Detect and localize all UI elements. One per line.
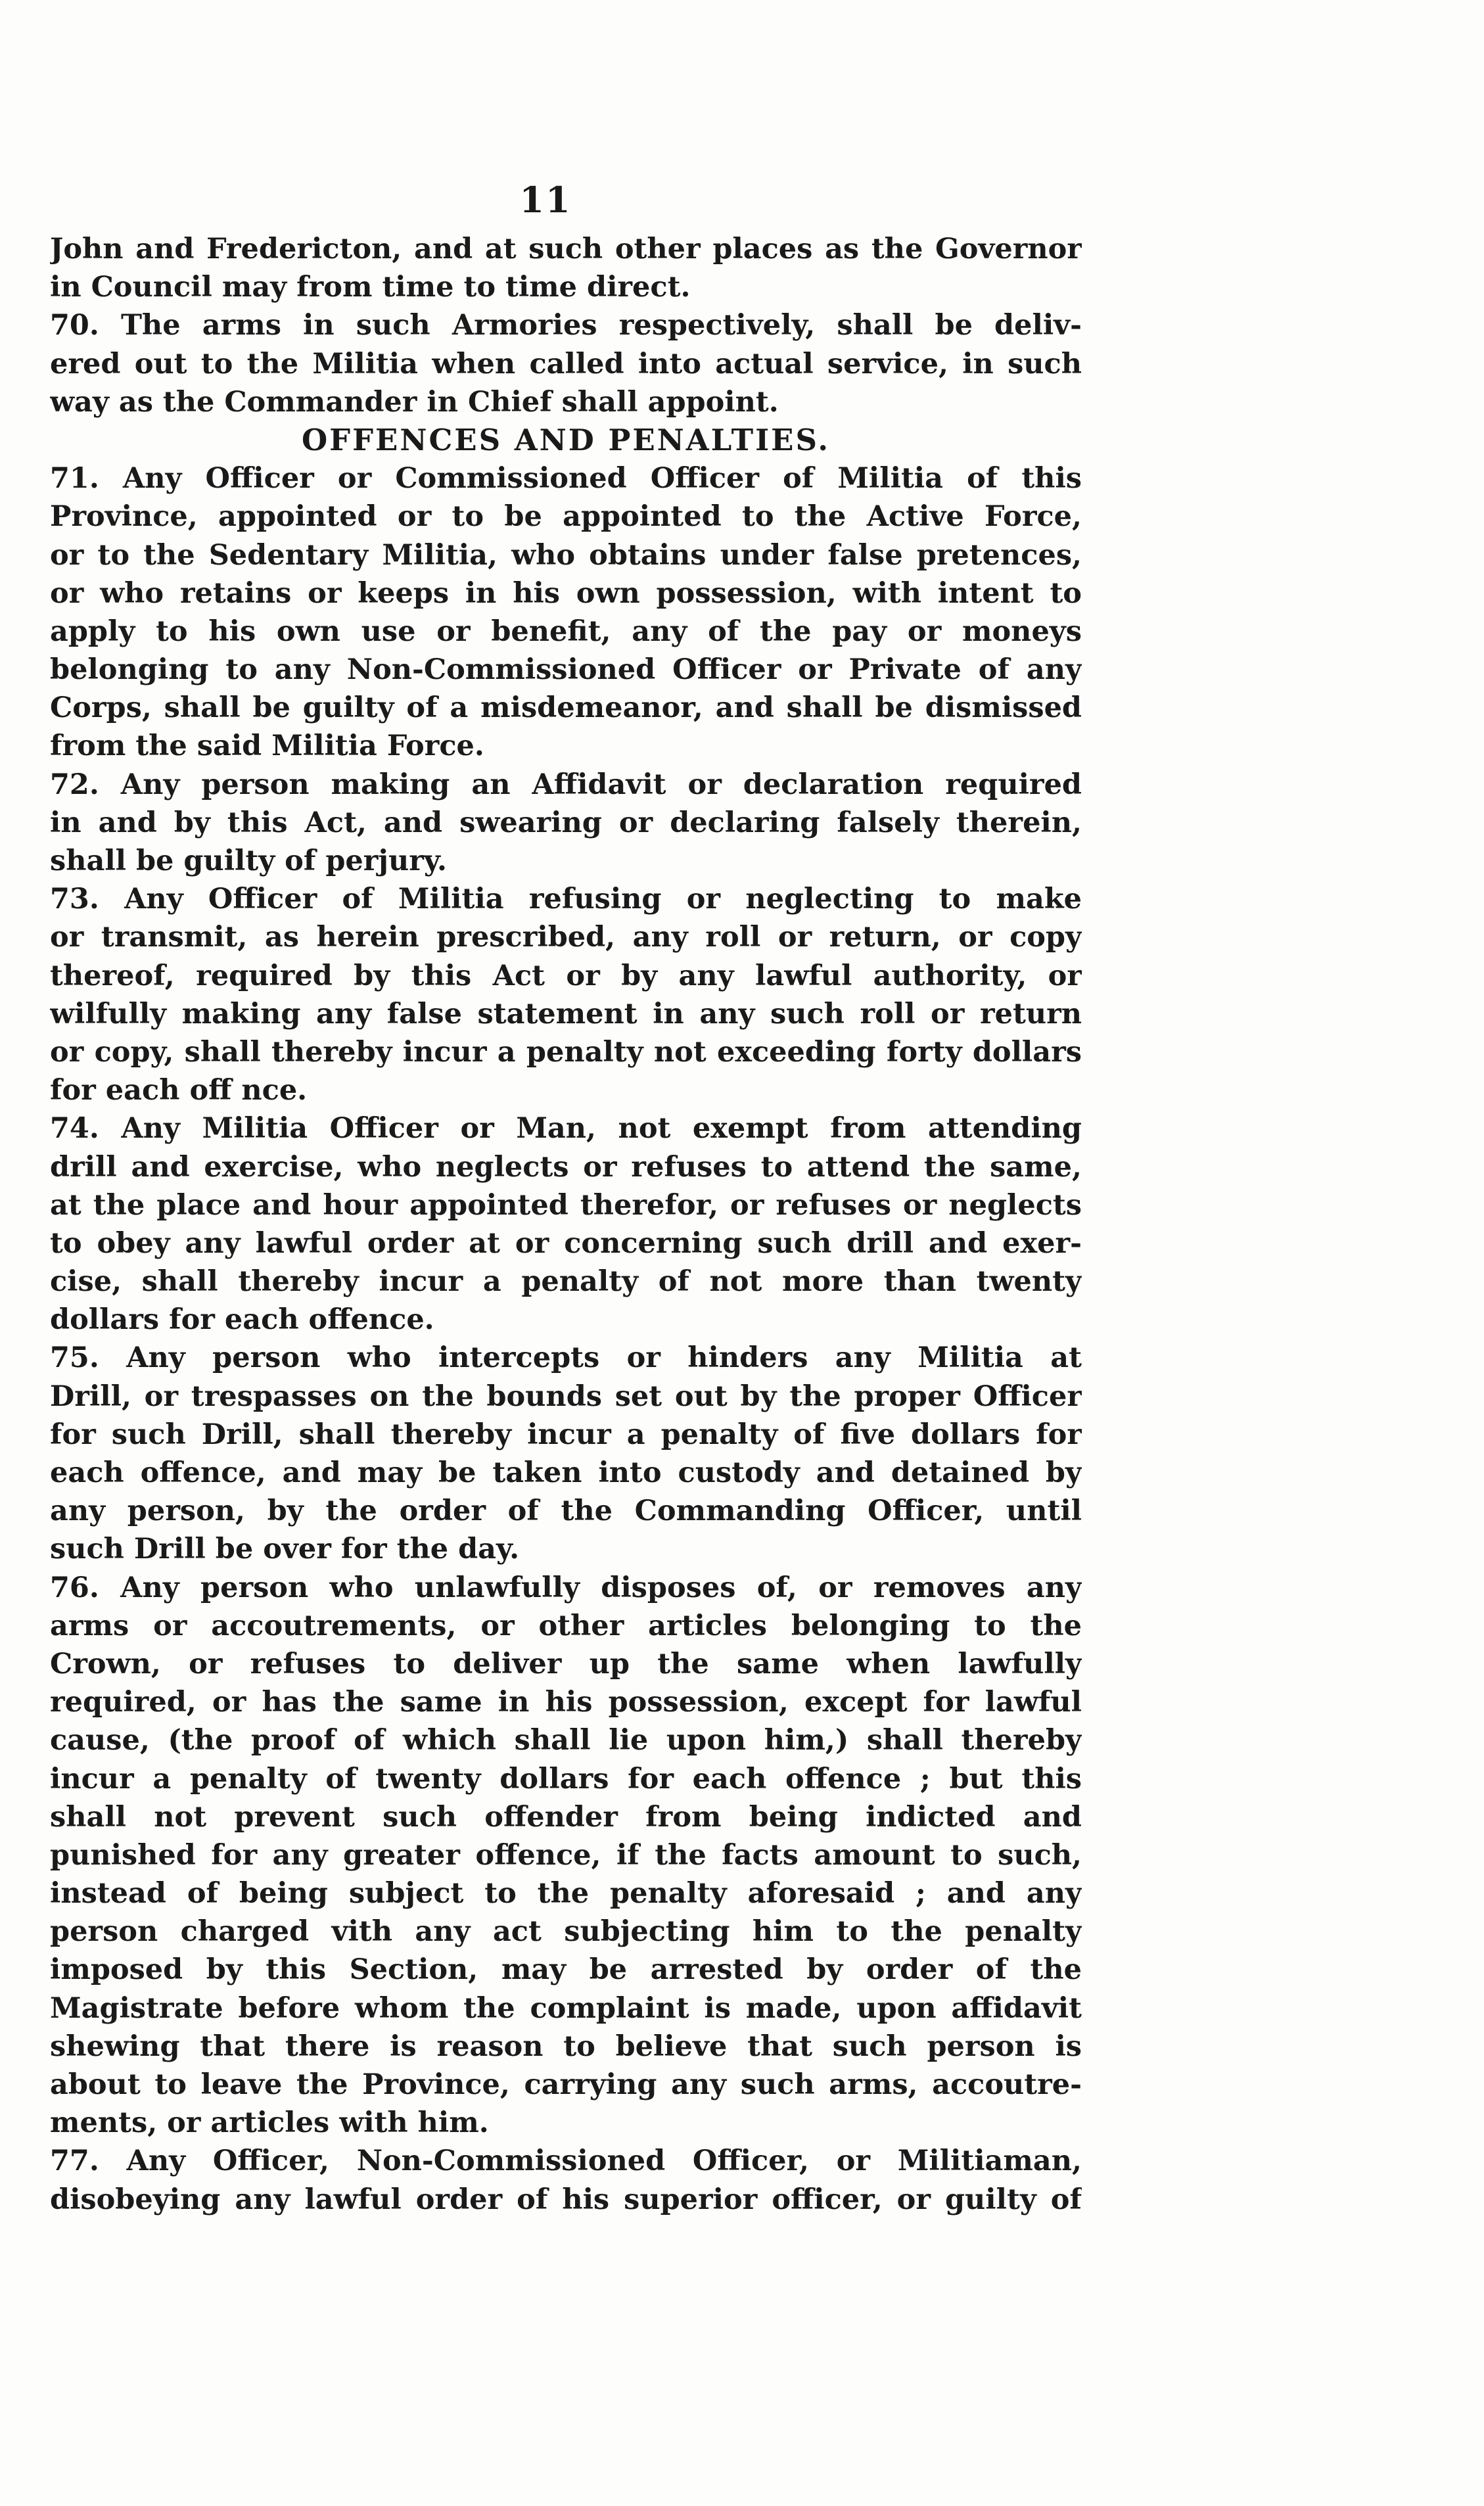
text-line: ered out to the Militia when called into actual service, in such: [50, 347, 1082, 381]
text-line: 75. Any person who intercepts or hinders any Militia at: [50, 1341, 1082, 1375]
text-line: required, or has the same in his possession, except for lawful: [50, 1686, 1082, 1719]
text-line: way as the Commander in Chief shall appoint.: [50, 385, 779, 419]
text-line: cause, (the proof of which shall lie upon him,) shall thereby: [50, 1724, 1082, 1757]
text-line: arms or accoutrements, or other articles belonging to the: [50, 1609, 1082, 1642]
text-line: person charged vith any act subjecting him to the penalty: [50, 1915, 1082, 1949]
text-line: cise, shall thereby incur a penalty of not more than twenty: [50, 1265, 1082, 1299]
text-line: apply to his own use or benefit, any of the pay or moneys: [50, 615, 1082, 648]
text-line: Crown, or refuses to deliver up the same when lawfully: [50, 1647, 1082, 1681]
text-line: 71. Any Officer or Commissioned Officer of Militia of this: [50, 462, 1082, 496]
section-heading: OFFENCES AND PENALTIES.: [301, 422, 831, 457]
text-line: Province, appointed or to be appointed to the Active Force,: [50, 500, 1082, 534]
text-line: instead of being subject to the penalty aforesaid ; and any: [50, 1877, 1082, 1911]
text-line: or copy, shall thereby incur a penalty not exceeding forty dollars: [50, 1035, 1082, 1069]
text-line: drill and exercise, who neglects or refuses to attend the same,: [50, 1150, 1082, 1184]
text-line: 74. Any Militia Officer or Man, not exempt from attending: [50, 1112, 1082, 1146]
text-line: for such Drill, shall thereby incur a penalty of five dollars for: [50, 1418, 1082, 1451]
text-line: 76. Any person who unlawfully disposes of, or removes any: [50, 1571, 1082, 1604]
text-line: about to leave the Province, carrying any such arms, accoutre-: [50, 2068, 1082, 2101]
text-line: Corps, shall be guilty of a misdemeanor, and shall be dismissed: [50, 691, 1082, 725]
text-line: belonging to any Non-Commissioned Officer or Private of any: [50, 653, 1082, 687]
text-line: wilfully making any false statement in any such roll or return: [50, 997, 1082, 1031]
text-line: imposed by this Section, may be arrested by order of the: [50, 1953, 1082, 1987]
text-line: shall be guilty of perjury.: [50, 845, 447, 877]
text-line: or who retains or keeps in his own possession, with intent to: [50, 576, 1082, 610]
text-line: 70. The arms in such Armories respectively, shall be deliv-: [50, 309, 1082, 342]
text-line: to obey any lawful order at or concerning such drill and exer-: [50, 1226, 1082, 1260]
text-line: such Drill be over for the day.: [50, 1533, 520, 1566]
text-line: in and by this Act, and swearing or declaring falsely therein,: [50, 806, 1082, 839]
text-line: from the said Militia Force.: [50, 730, 484, 763]
text-line: ments, or articles with him.: [50, 2106, 489, 2140]
page-number: 11: [519, 179, 572, 221]
text-line: 77. Any Officer, Non-Commissioned Officer, or Militiaman,: [50, 2145, 1082, 2178]
text-line: shewing that there is reason to believe that such person is: [50, 2030, 1082, 2063]
text-line: for each off nce.: [50, 1074, 308, 1107]
text-line: incur a penalty of twenty dollars for each offence ; but this: [50, 1762, 1082, 1796]
text-line: 73. Any Officer of Militia refusing or neglecting to make: [50, 883, 1082, 916]
text-line: John and Fredericton, and at such other places as the Governor: [50, 233, 1082, 266]
text-line: thereof, required by this Act or by any lawful authority, or: [50, 959, 1082, 992]
text-line: disobeying any lawful order of his superior officer, or guilty of: [50, 2183, 1082, 2216]
text-line: at the place and hour appointed therefor, or refuses or neglects: [50, 1188, 1082, 1222]
text-line: 72. Any person making an Affidavit or declaration required: [50, 768, 1082, 801]
text-line: in Council may from time to time direct.: [50, 271, 691, 304]
text-line: Magistrate before whom the complaint is made, upon affidavit: [50, 1991, 1082, 2025]
text-line: or to the Sedentary Militia, who obtains under false pretences,: [50, 538, 1082, 572]
text-line: punished for any greater offence, if the facts amount to such,: [50, 1838, 1082, 1872]
text-line: dollars for each offence.: [50, 1303, 434, 1337]
text-line: Drill, or trespasses on the bounds set out by the proper Officer: [50, 1380, 1082, 1413]
text-line: or transmit, as herein prescribed, any roll or return, or copy: [50, 921, 1082, 954]
text-line: shall not prevent such offender from being indicted and: [50, 1800, 1082, 1834]
body-text: [50, 230, 1082, 2219]
text-line: each offence, and may be taken into custody and detained by: [50, 1456, 1082, 1489]
text-line: any person, by the order of the Commanding Officer, until: [50, 1495, 1082, 1528]
